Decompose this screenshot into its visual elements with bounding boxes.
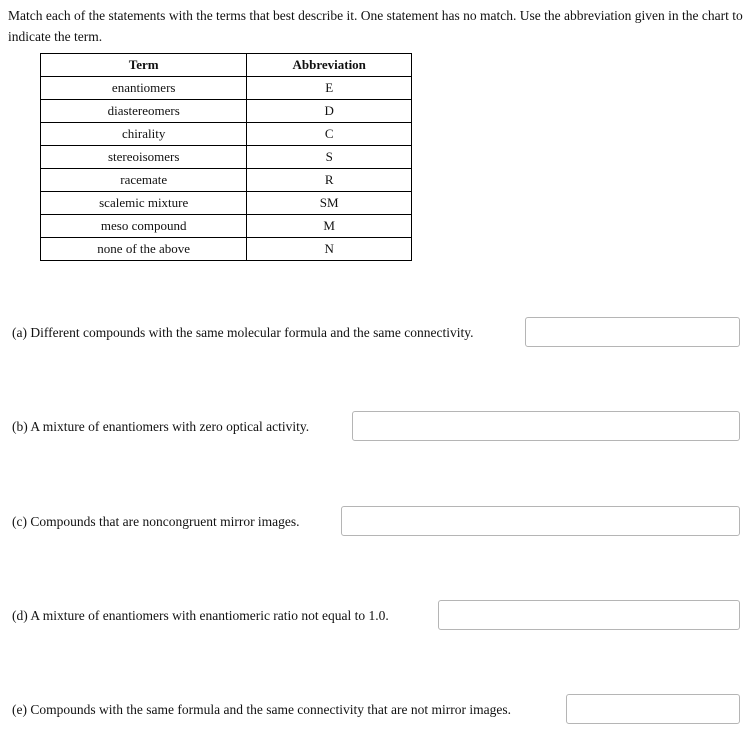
term-cell: enantiomers: [41, 77, 247, 100]
table-row: [41, 192, 412, 215]
answer-e-input[interactable]: [566, 694, 740, 724]
table-row: [41, 77, 412, 100]
table-row: [41, 215, 412, 238]
term-cell: chirality: [41, 123, 247, 146]
instructions: Match each of the statements with the terms that best describe it. One statement has no match. Use the abbreviation given in the chart to indicate the term.: [8, 8, 743, 44]
term-cell: diastereomers: [41, 100, 247, 123]
table-row: [41, 123, 412, 146]
question-b-text: (b) A mixture of enantiomers with zero optical activity.: [12, 419, 310, 434]
question-b: [12, 411, 740, 443]
question-d: [12, 600, 740, 632]
abbreviation-cell: SM: [247, 192, 412, 215]
table-row: [41, 238, 412, 261]
question-d-text: (d) A mixture of enantiomers with enantiomeric ratio not equal to 1.0.: [12, 608, 389, 623]
answer-d-input[interactable]: [438, 600, 740, 630]
table-row: [41, 100, 412, 123]
abbreviation-cell: R: [247, 169, 412, 192]
question-c-text: (c) Compounds that are noncongruent mirror images.: [12, 514, 300, 529]
table-row: [41, 146, 412, 169]
abbreviation-cell: C: [247, 123, 412, 146]
term-column-header: Term: [41, 54, 247, 77]
question-c: [12, 506, 740, 538]
term-cell: racemate: [41, 169, 247, 192]
term-cell: meso compound: [41, 215, 247, 238]
term-cell: scalemic mixture: [41, 192, 247, 215]
question-a: [12, 317, 740, 349]
abbreviation-cell: S: [247, 146, 412, 169]
abbreviation-cell: M: [247, 215, 412, 238]
question-a-text: (a) Different compounds with the same molecular formula and the same connectivity.: [12, 325, 474, 340]
term-cell: none of the above: [41, 238, 247, 261]
term-abbreviation-table: [40, 53, 412, 261]
abbreviation-cell: D: [247, 100, 412, 123]
answer-b-input[interactable]: [352, 411, 740, 441]
term-cell: stereoisomers: [41, 146, 247, 169]
question-e-text: (e) Compounds with the same formula and the same connectivity that are not mirror images.: [12, 702, 511, 717]
question-e: [12, 694, 740, 726]
abbreviation-cell: E: [247, 77, 412, 100]
answer-a-input[interactable]: [525, 317, 740, 347]
table-row: [41, 169, 412, 192]
answer-c-input[interactable]: [341, 506, 740, 536]
abbreviation-cell: N: [247, 238, 412, 261]
abbreviation-column-header: Abbreviation: [247, 54, 412, 77]
table-header-row: [41, 54, 412, 77]
